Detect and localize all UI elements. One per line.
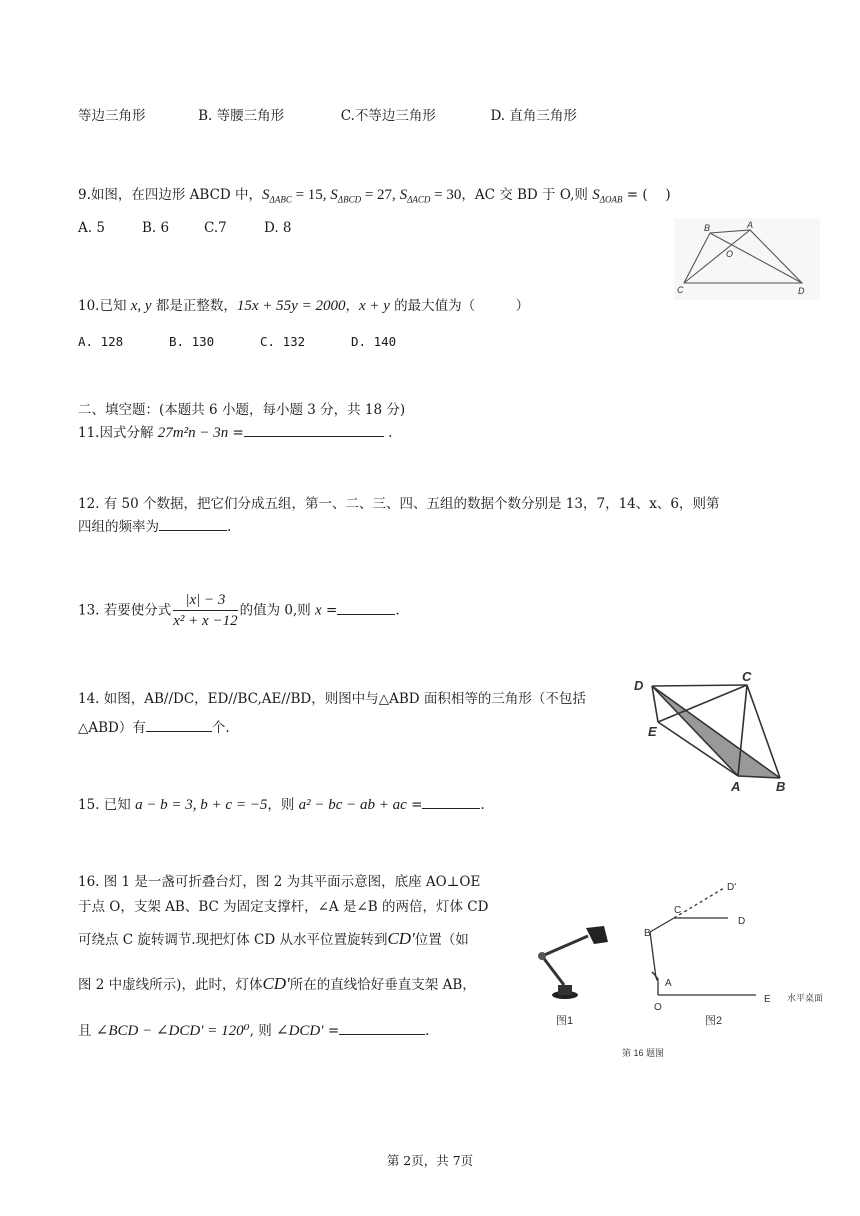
q9-s-acd-val: = 30 xyxy=(430,187,462,203)
q9-option-a: A. 5 xyxy=(78,220,105,236)
q16-line5 xyxy=(78,1020,429,1041)
q13-stem xyxy=(78,592,400,630)
q9-option-b: B. 6 xyxy=(142,220,170,236)
q9-mid: ，AC 交 BD 于 O,则 xyxy=(461,187,593,203)
q15-prefix: 15. 已知 xyxy=(78,797,136,813)
q11-answer-blank[interactable] xyxy=(244,422,384,437)
q14-label-b: B xyxy=(776,779,786,794)
q9-label-c: C xyxy=(677,285,684,295)
q11-end: . xyxy=(383,425,393,441)
q8-options xyxy=(78,106,577,126)
fig2-label-d: D xyxy=(738,916,746,927)
q9-figure xyxy=(674,218,820,300)
fig2-caption: 图2 xyxy=(705,1015,723,1027)
q16-line3-cd: CD′ xyxy=(387,929,415,948)
q15-expr: a² − bc − ab + ac xyxy=(298,797,407,813)
fig2-label-d-prime: D' xyxy=(727,882,737,893)
q9-label-o: O xyxy=(726,249,734,259)
q15-eq: = xyxy=(406,797,423,813)
q16-eq: = xyxy=(323,1023,340,1039)
q12-prefix: 四组的频率为 xyxy=(78,519,159,535)
q14-prefix: △ABD）有 xyxy=(78,720,146,736)
q8-option-d: D. 直角三角形 xyxy=(490,108,577,124)
q9-s-abc-sub: ΔABC xyxy=(269,194,292,205)
q16-figure xyxy=(528,878,834,1064)
q14-end: 个. xyxy=(211,720,230,736)
q16-line4 xyxy=(78,974,476,995)
q16-line5c: , 则 xyxy=(249,1023,277,1039)
q14-answer-blank[interactable] xyxy=(146,717,212,732)
q13-prefix: 13. 若要使分式 xyxy=(78,602,172,619)
q16-line3c: 位置（如 xyxy=(414,932,469,948)
q13-fraction xyxy=(173,592,237,630)
q12-line1: 12. 有 50 个数据，把它们分成五组，第一、二、三、四、五组的数据个数分别是 13，7，14、x、6，则第 xyxy=(78,496,720,512)
q10-mid2: ， xyxy=(345,298,359,314)
q15-mid: ，则 xyxy=(267,797,299,813)
q10-expr: x + y xyxy=(358,298,390,314)
page-footer: 第 2页，共 7页 xyxy=(386,1153,474,1168)
q9-s-oab-sub: ΔOAB xyxy=(599,194,623,205)
fig2-label-o: O xyxy=(654,1002,662,1013)
q11-expr: 27m²n − 3n xyxy=(157,425,229,441)
fig2-label-b: B xyxy=(644,928,651,939)
q8-option-b: B. 等腰三角形 xyxy=(198,108,285,124)
q14-label-d: D xyxy=(634,678,644,693)
q16-answer-blank[interactable] xyxy=(339,1020,425,1035)
q9-s-oab: S xyxy=(592,187,600,203)
q11-prefix: 11.因式分解 xyxy=(78,425,158,441)
q14-label-c: C xyxy=(742,670,752,684)
q9-stem xyxy=(78,185,671,210)
q15-end: . xyxy=(480,797,485,813)
q13-denominator: x² + x −12 xyxy=(173,613,238,629)
fig16-title: 第 16 题图 xyxy=(622,1048,665,1058)
q16-condition: ∠BCD − ∠DCD′ = 120⁰ xyxy=(95,1023,250,1039)
q9-s-bcd-sub: ΔBCD xyxy=(337,194,362,205)
q12-line2 xyxy=(78,516,231,537)
q10-end: 的最大值为（ ） xyxy=(389,298,530,314)
q10-equation: 15x + 55y = 2000 xyxy=(236,298,346,314)
q16-line4-cd: CD′ xyxy=(262,974,290,993)
section2-heading: 二、填空题：(本题共 6 小题，每小题 3 分，共 18 分) xyxy=(78,402,406,418)
q13-var: x xyxy=(315,602,322,619)
q10-option-c: C. 132 xyxy=(260,334,306,349)
q16-target-angle: ∠DCD′ xyxy=(276,1023,324,1039)
fig2-label-e: E xyxy=(764,994,771,1005)
q11-eq: = xyxy=(228,425,244,441)
q12-end: . xyxy=(227,519,232,535)
q9-end: = ( ) xyxy=(622,187,671,203)
table-label: 水平桌面 xyxy=(787,993,824,1003)
q13-numerator: |x| − 3 xyxy=(173,592,237,611)
q10-stem xyxy=(78,296,529,316)
q9-s-bcd-val: = 27, xyxy=(361,187,400,203)
q9-label-d: D xyxy=(798,286,805,296)
q16-line2: 于点 O，支架 AB、BC 为固定支撑杆，∠A 是∠B 的两倍，灯体 CD xyxy=(78,899,489,915)
q16-line3a: 可绕点 C 旋转调节.现把灯体 CD 从水平位置旋转到 xyxy=(78,932,388,948)
q16-line4c: 所在的直线恰好垂直支架 AB， xyxy=(289,977,476,993)
q8-option-a: 等边三角形 xyxy=(78,108,146,124)
fig1-caption: 图1 xyxy=(556,1015,574,1027)
q14-line2 xyxy=(78,717,230,738)
q9-s-abc-val: = 15, xyxy=(291,187,331,203)
q16-line3 xyxy=(78,929,469,950)
q10-options xyxy=(78,332,396,352)
q12-answer-blank[interactable] xyxy=(159,516,227,531)
fig2-label-c: C xyxy=(674,905,682,916)
q13-end: . xyxy=(395,602,400,619)
q16-end: . xyxy=(425,1023,430,1039)
q9-s-abc: S xyxy=(262,187,270,203)
q9-s-acd-sub: ΔACD xyxy=(407,194,431,205)
q14-figure xyxy=(630,670,800,794)
q13-answer-blank[interactable] xyxy=(337,600,395,615)
q14-label-a: A xyxy=(731,779,741,794)
q10-mid1: 都是正整数， xyxy=(151,298,237,314)
q9-label-b: B xyxy=(704,223,711,233)
q9-s-acd: S xyxy=(399,187,408,203)
q14-label-e: E xyxy=(648,724,657,739)
q9-prefix: 9.如图，在四边形 ABCD 中， xyxy=(78,187,263,203)
desk-lamp-illustration xyxy=(538,926,608,999)
q9-option-c: C.7 xyxy=(204,220,227,236)
q13-mid: 的值为 0,则 xyxy=(239,602,316,619)
q9-label-a: A xyxy=(747,220,754,230)
q16-line4a: 图 2 中虚线所示)，此时，灯体 xyxy=(78,977,263,993)
q10-prefix: 10.已知 xyxy=(78,298,131,314)
q10-option-d: D. 140 xyxy=(351,334,397,349)
fig2-label-a: A xyxy=(665,978,672,989)
q10-vars: x, y xyxy=(130,298,152,314)
q14-line1: 14. 如图，AB//DC，ED//BC,AE//BD，则图中与△ABD 面积相等的三角形（不包括 xyxy=(78,691,586,707)
q8-option-c: C.不等边三角形 xyxy=(340,108,436,124)
q10-option-b: B. 130 xyxy=(169,334,215,349)
q9-option-d: D. 8 xyxy=(264,220,292,236)
q15-stem xyxy=(78,794,485,815)
q10-option-a: A. 128 xyxy=(78,334,124,349)
q9-s-bcd: S xyxy=(330,187,338,203)
q11-stem xyxy=(78,422,392,443)
q16-line1: 16. 图 1 是一盏可折叠台灯，图 2 为其平面示意图，底座 AO⊥OE xyxy=(78,874,481,890)
q15-condition: a − b = 3, b + c = −5 xyxy=(135,797,268,813)
q16-line5a: 且 xyxy=(78,1023,96,1039)
q9-options xyxy=(78,218,292,238)
q13-eq: = xyxy=(321,602,338,619)
q15-answer-blank[interactable] xyxy=(422,794,480,809)
